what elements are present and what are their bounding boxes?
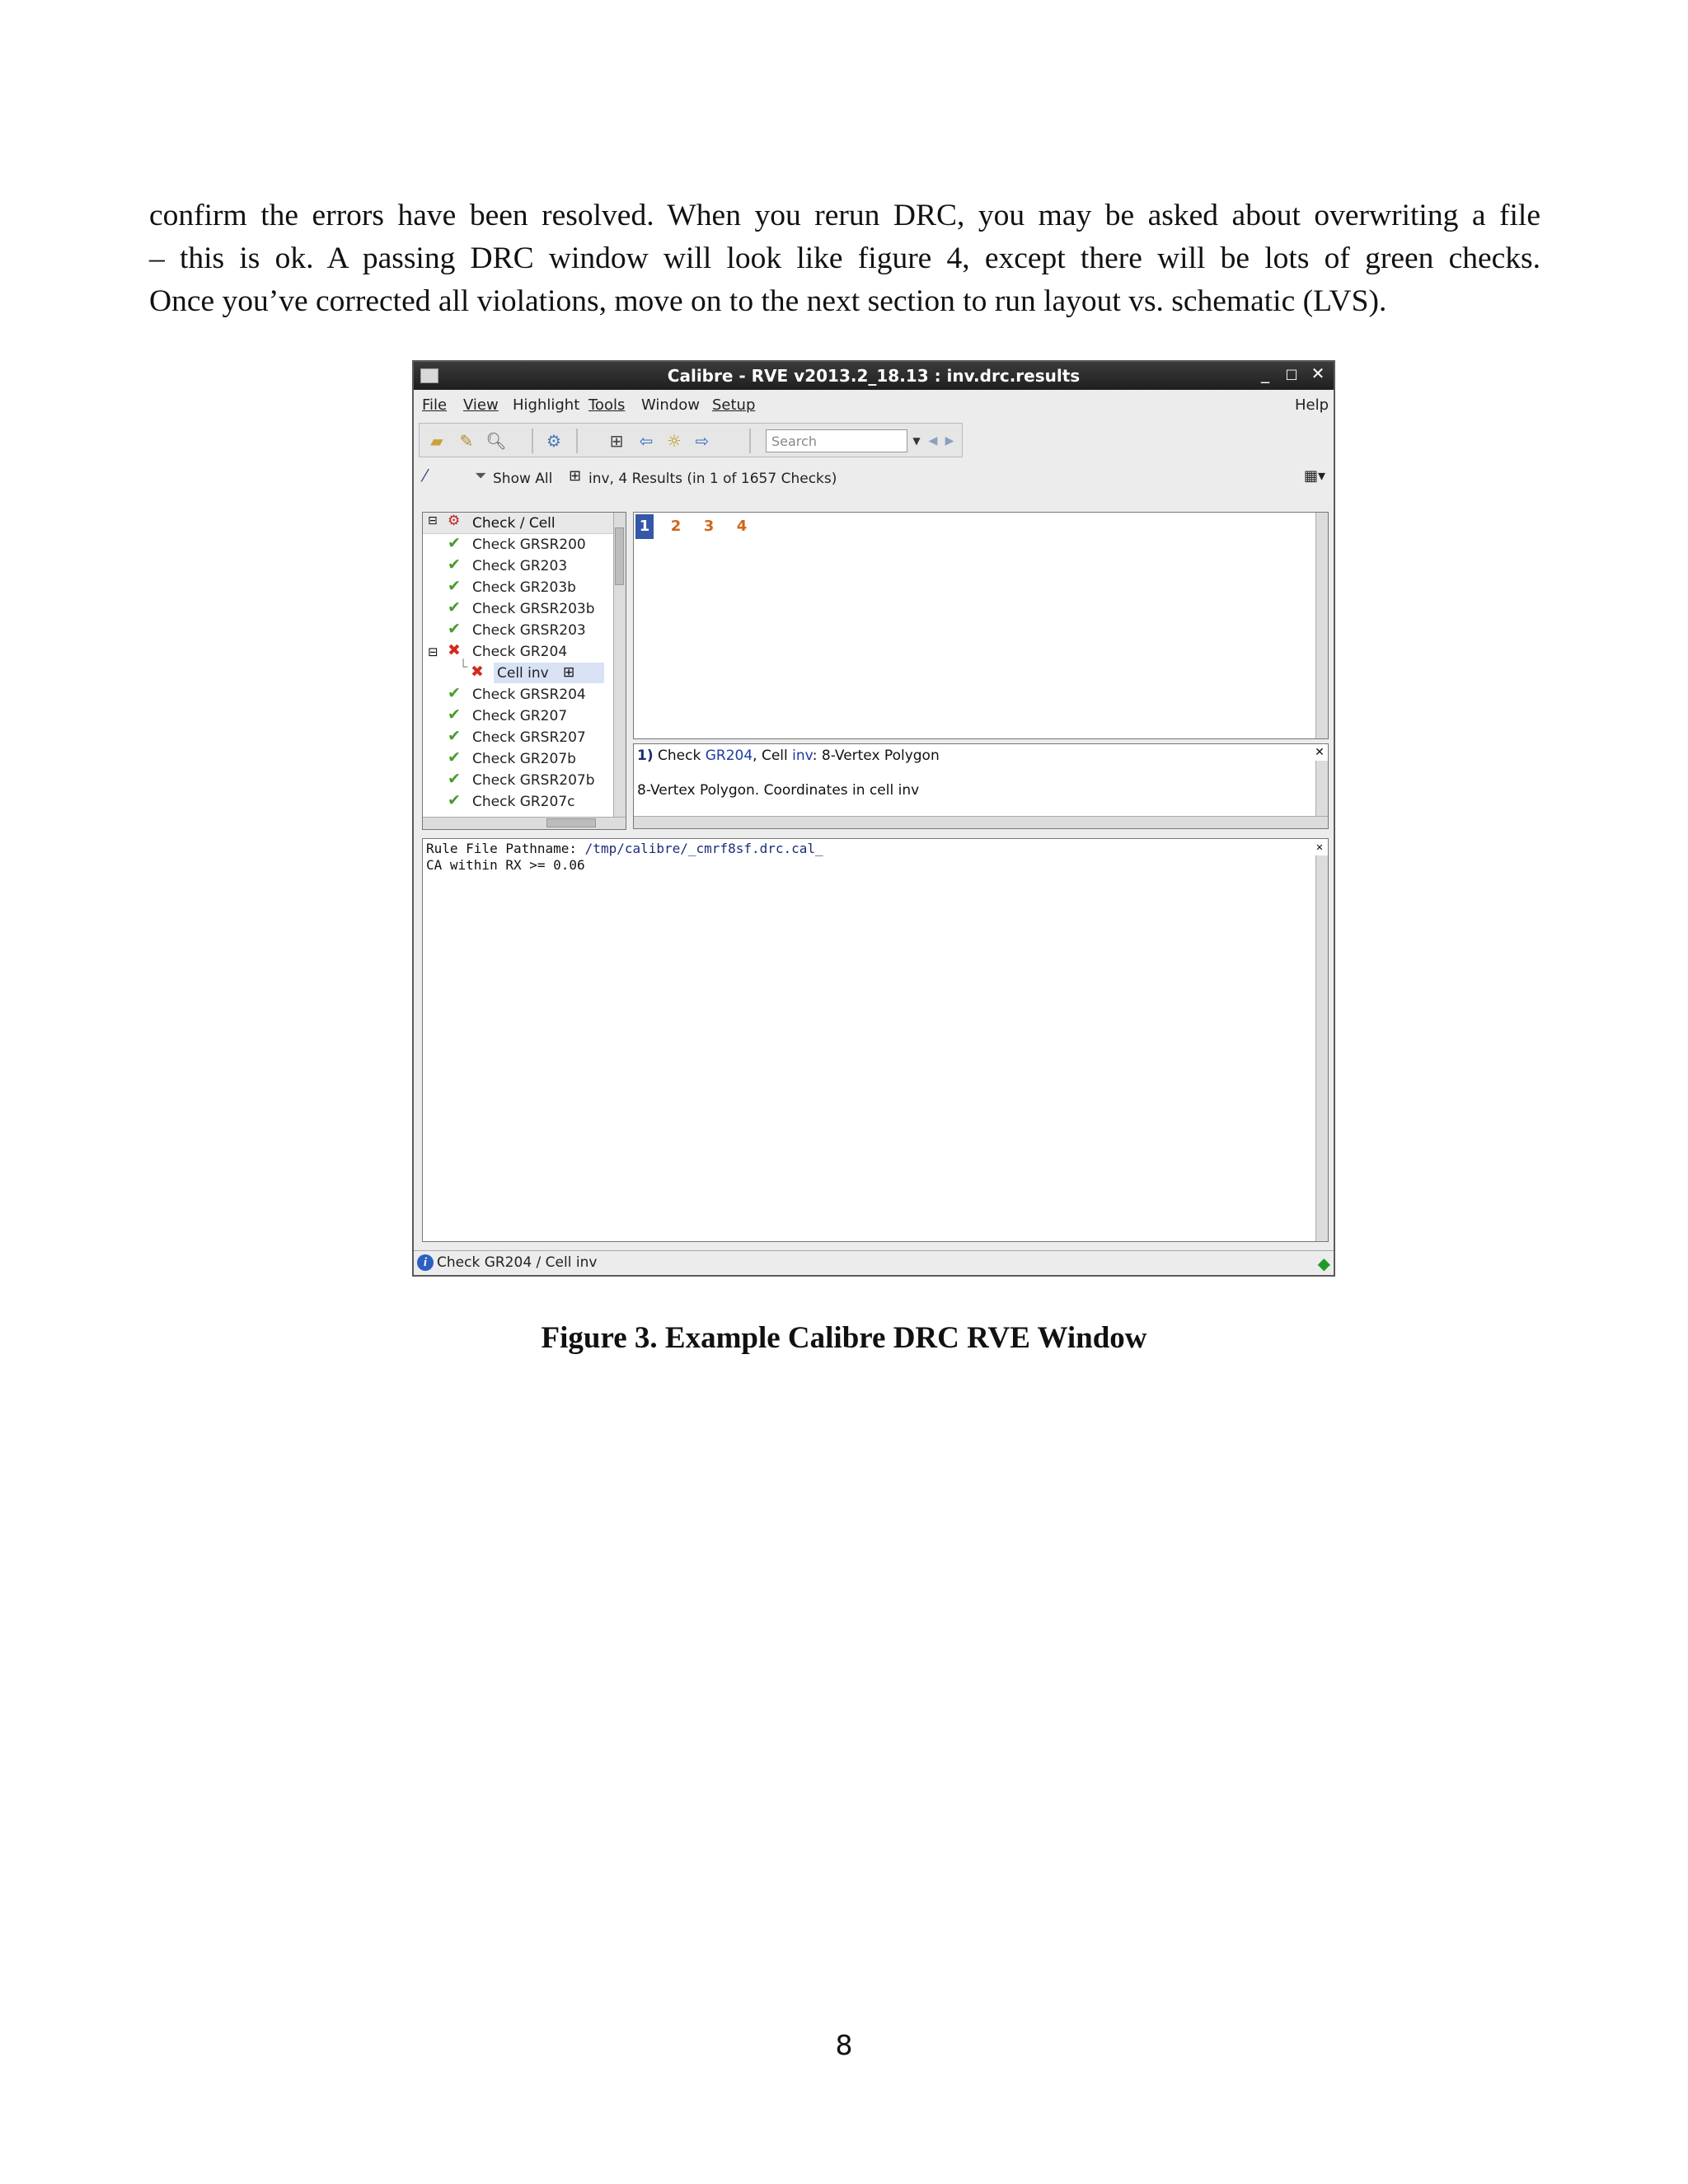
tree-header[interactable] [423,513,614,534]
search-next-icon[interactable]: ▶ [945,434,954,448]
close-icon[interactable]: ✕ [1311,363,1325,383]
cell-link[interactable]: inv [792,748,813,764]
rule-file-line-1: Rule File Pathname: /tmp/calibre/_cmrf8sf.drc.cal_ [426,841,823,856]
result-detail-line-2: 8-Vertex Polygon. Coordinates in cell inv [637,782,920,799]
show-all-button[interactable]: Show All [493,471,553,487]
check-icon: ✔ [448,748,461,766]
close-icon[interactable]: ✕ [1315,746,1325,759]
result-tab-1[interactable]: 1 [635,514,654,539]
forward-arrow-icon[interactable]: ⇨ [695,431,710,451]
check-link[interactable]: GR204 [705,748,753,764]
highlight-wand-icon[interactable]: ✎ [459,431,474,451]
settings-gear-icon[interactable]: ⚙ [546,431,561,451]
tree-vertical-scrollbar[interactable] [613,513,626,818]
filter-pen-icon[interactable]: ⁄ [424,466,427,485]
cell-icon[interactable]: ⊞ [609,431,624,451]
body-paragraph [149,194,1540,323]
result-tab-3[interactable]: 3 [703,518,715,535]
check-icon: ✔ [448,620,461,638]
detail-vertical-scrollbar[interactable] [1315,761,1328,817]
check-icon: ✔ [448,791,461,809]
detail-horizontal-scrollbar[interactable] [634,816,1328,828]
layout-grid-icon[interactable]: ▦▾ [1303,467,1325,485]
figure-caption: Figure 3. Example Calibre DRC RVE Window [541,1321,1147,1355]
status-diamond-icon: ◆ [1317,1254,1330,1273]
cell-icon: ⊞ [563,664,575,681]
minimize-icon[interactable]: _ [1261,363,1269,383]
check-icon: ✔ [448,577,461,595]
rule-file-path[interactable]: /tmp/calibre/_cmrf8sf.drc.cal_ [584,841,823,856]
menu-view[interactable]: View [463,396,499,414]
menu-setup[interactable]: Setup [712,396,756,414]
check-icon: ✔ [448,770,461,788]
check-cell-icon: ⚙ [448,513,461,529]
results-summary: inv, 4 Results (in 1 of 1657 Checks) [588,471,837,487]
paragraph-line-1: confirm the errors have been resolved. When you rerun DRC, you may be asked about overwriting a file [149,199,1540,232]
check-tree-panel: ⊟ ⚙ Check / Cell ✔ Check GRSR200 ✔ Check GR203 ✔ Check GR203b ✔ Check GRSR203b ✔ Check GRSR203 ⊟ ✖ Check GR204 └ ✖ Cell inv ⊞ ✔ Check GRSR204 ✔ Check GR207 ✔ Check GRSR207 ✔ Check GR207b ✔ Check GRSR207b ✔ Check GR207c [422,512,626,830]
cell-icon: ⊞ [569,467,582,485]
result-tab-2[interactable]: 2 [670,518,682,535]
title-bar [414,362,1334,390]
menu-tools[interactable]: Tools [588,396,626,414]
check-icon: ✔ [448,684,461,702]
check-icon: ✔ [448,727,461,745]
info-icon: i [417,1254,434,1271]
check-icon: ✔ [448,555,461,574]
back-arrow-icon[interactable]: ⇦ [639,431,654,451]
toolbar [419,423,963,457]
paragraph-line-3: Once you’ve corrected all violations, move on to the next section to run layout vs. schematic (LVS). [149,284,1387,318]
calibre-rve-window [412,360,1335,1277]
filter-bar [414,462,1334,494]
page-number: 8 [835,2029,853,2061]
result-tab-4[interactable]: 4 [736,518,748,535]
check-icon: ✔ [448,534,461,552]
menu-help[interactable]: Help [1294,396,1329,414]
search-dropdown-icon[interactable]: ▼ [912,435,921,447]
rule-file-panel [422,838,1329,1242]
menu-highlight[interactable]: Highlight [513,396,580,414]
check-icon: ✔ [448,705,461,724]
funnel-icon: ⏷ [475,467,487,485]
paragraph-line-2: – this is ok. A passing DRC window will look like figure 4, except there will be lots of green checks. [149,241,1540,275]
status-bar [414,1250,1334,1276]
sun-highlight-icon[interactable]: ☼ [667,431,682,451]
menu-bar [414,390,1334,419]
check-icon: ✔ [448,598,461,616]
rule-vertical-scrollbar[interactable] [1315,855,1328,1241]
search-prev-icon[interactable]: ◀ [928,434,938,448]
x-icon: ✖ [448,641,461,659]
menu-window[interactable]: Window [641,396,700,414]
close-icon[interactable]: ✕ [1315,841,1324,854]
window-title: Calibre - RVE v2013.2_18.13 : inv.drc.results [667,366,1081,386]
open-folder-icon[interactable]: ▰ [430,431,443,451]
menu-file[interactable]: File [422,396,448,414]
results-vertical-scrollbar[interactable] [1315,513,1328,738]
tree-row-selected[interactable]: └ ✖ Cell inv ⊞ [423,663,614,684]
collapse-all-icon[interactable]: ⊟ [428,514,438,527]
results-panel [633,512,1329,739]
rule-file-line-2: CA within RX >= 0.06 [426,857,585,873]
maximize-icon[interactable]: □ [1285,366,1298,382]
result-detail-line-1: 1) Check GR204, Cell inv: 8-Vertex Polygon [637,748,940,764]
x-icon: ✖ [471,663,484,681]
result-detail-panel [633,743,1329,829]
search-input[interactable]: Search [766,429,907,452]
status-text: Check GR204 / Cell inv [437,1254,598,1271]
tree-horizontal-scrollbar[interactable] [423,817,626,829]
zoom-icon[interactable]: 🔍︎ [485,431,507,451]
tree-header-label: Check / Cell [472,515,556,532]
collapse-icon[interactable]: ⊟ [428,644,438,659]
